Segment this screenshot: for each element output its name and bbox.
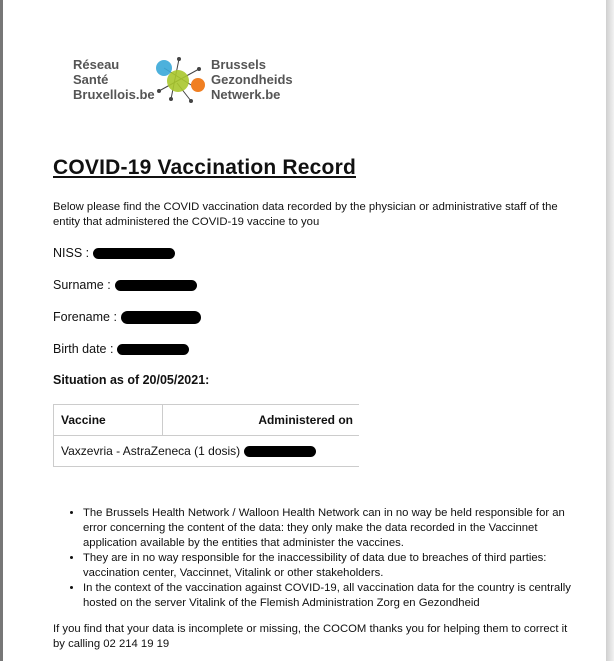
logo-right-line: Brussels [211,57,266,72]
redaction-mark [244,446,316,457]
niss-field [53,246,175,260]
vaccine-cell [54,436,360,467]
logo-left-line: Bruxellois.be [73,87,155,102]
list-item: • They are in no way responsible for the inaccessibility of data due to breaches of third parties: vaccination center, Vaccinnet, Vitalink or other stakeholders. [83,551,583,581]
forename-field [53,310,201,324]
birth-date-label: Birth date : [53,342,114,356]
logo-left-line: Réseau [73,57,120,72]
forename-label: Forename : [53,310,117,324]
disclaimer-list [69,506,583,611]
table-row [54,436,360,467]
birth-date-field [53,342,189,356]
vaccine-name: Vaxzevria - AstraZeneca (1 dosis) [61,444,241,458]
situation-heading: Situation as of 20/05/2021: [53,373,210,387]
redaction-mark [93,248,175,259]
logo-text-left [73,57,155,102]
footer-paragraph: If you find that your data is incomplete or missing, the COCOM thanks you for helping them to correct it by calling 02 214 19 19 [53,623,568,650]
network-logo [73,55,303,107]
logo-right-line: Netwerk.be [211,87,281,102]
list-item: • The Brussels Health Network / Walloon Health Network can in no way be held responsible for an error concerning the content of the data: they only make the data recorded in the Vaccinnet application available by the entities that administer the vaccines. [83,506,583,551]
document-title: COVID-19 Vaccination Record [53,156,356,179]
surname-label: Surname : [53,278,111,292]
logo-right-line: Gezondheids [211,72,293,87]
logo-text-right [211,57,293,102]
list-item: • In the context of the vaccination against COVID-19, all vaccination data for the country is centrally hosted on the server Vitalink of the Flemish Administration Zorg en Gezondheid [83,581,583,611]
logo-left-line: Santé [73,72,109,87]
page-shadow [606,0,614,661]
surname-field [53,278,197,292]
vaccine-column-header: Vaccine [54,405,163,436]
redaction-mark [115,280,197,291]
administered-on-column-header: Administered on [162,405,359,436]
table-header-row [54,405,360,436]
redaction-mark [121,311,201,324]
redaction-mark [117,344,189,355]
vaccination-table [53,404,359,467]
molecule-logo-icon [151,55,213,107]
intro-paragraph: Below please find the COVID vaccination data recorded by the physician or administrative staff of the entity that administered the COVID-19 vaccine to you [53,201,558,228]
niss-label: NISS : [53,246,90,260]
